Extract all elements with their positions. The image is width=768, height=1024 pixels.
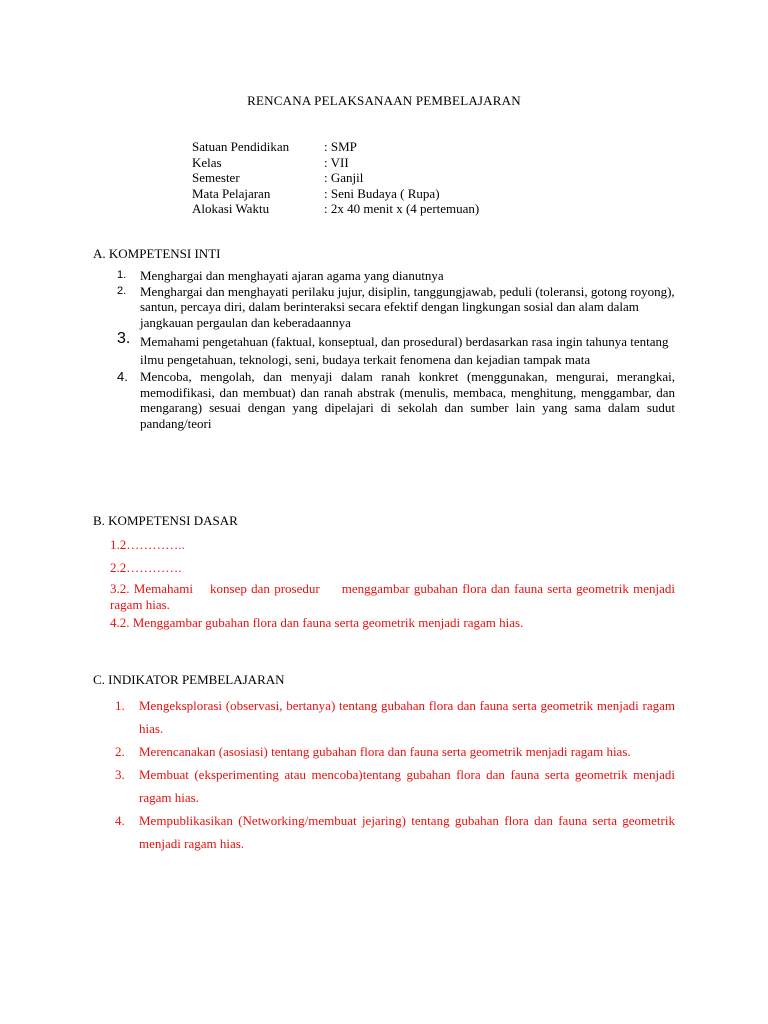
list-number: 2.	[117, 284, 127, 297]
indikator-list	[110, 694, 675, 855]
kd-item: 4.2. Menggambar gubahan flora dan fauna serta geometrik menjadi ragam hias.	[110, 615, 524, 630]
list-number: 1.	[117, 269, 127, 281]
list-number: 1.	[115, 698, 125, 713]
list-item	[93, 330, 675, 369]
meta-value: : VII	[324, 154, 349, 170]
meta-key: Satuan Pendidikan	[192, 139, 290, 154]
list-text: Mempublikasikan (Networking/membuat jejaring) tentang gubahan flora dan fauna serta geometrik menjadi ragam hias.	[139, 813, 675, 851]
meta-row	[192, 155, 479, 171]
list-number: 3.	[115, 767, 125, 782]
list-item	[110, 763, 675, 809]
meta-value: : Ganjil	[324, 170, 364, 185]
kd-item	[110, 581, 675, 613]
kd-item: 1.2…………..	[110, 537, 185, 552]
document-title: RENCANA PELAKSANAAN PEMBELAJARAN	[247, 93, 521, 108]
kd-text-part: konsep dan prosedur	[210, 581, 320, 596]
list-text: Merencanakan (asosiasi) tentang gubahan flora dan fauna serta geometrik menjadi ragam hias.	[139, 744, 631, 759]
list-text: Memahami pengetahuan (faktual, konseptual, dan prosedural) berdasarkan rasa ingin tahunya tentang ilmu pengetahuan, teknologi, seni, budaya terkait fenomena dan kejadian tampak mata	[140, 334, 669, 367]
list-text: Menghargai dan menghayati ajaran agama yang dianutnya	[140, 268, 444, 283]
meta-key: Semester	[192, 170, 240, 185]
list-item	[93, 369, 675, 431]
list-item	[93, 268, 675, 284]
list-text: Menghargai dan menghayati perilaku jujur, disiplin, tanggungjawab, peduli (toleransi, gotong royong), santun, percaya diri, dalam berinteraksi secara efektif dengan lingkungan sosial dan alam dalam jangkauan pergaulan dan keberadaannya	[140, 283, 675, 330]
identity-table	[192, 139, 479, 217]
meta-key: Alokasi Waktu	[192, 201, 270, 216]
meta-key: Kelas	[192, 154, 222, 170]
meta-row	[192, 201, 479, 217]
meta-row	[192, 139, 479, 155]
meta-row	[192, 170, 479, 186]
meta-key: Mata Pelajaran	[192, 185, 271, 201]
meta-value: : SMP	[324, 139, 357, 154]
list-number: 3.	[117, 330, 131, 347]
section-heading-kompetensi-dasar: B. KOMPETENSI DASAR	[93, 513, 238, 528]
list-item	[110, 694, 675, 740]
kompetensi-inti-list	[93, 268, 675, 431]
list-text: Mencoba, mengolah, dan menyaji dalam ranah konkret (menggunakan, mengurai, merangkai, memodifikasi, dan membuat) dan ranah abstrak (menulis, membaca, menghitung, menggambar, dan mengarang) sesuai dengan yang dipelajari di sekolah dan sumber lain yang sama dalam sudut pandang/teori	[140, 369, 675, 431]
kd-text-part: menggambar gubahan flora dan fauna serta geometrik menjadi ragam hias.	[110, 581, 675, 612]
kd-item: 2.2………….	[110, 560, 182, 575]
section-heading-indikator: C. INDIKATOR PEMBELAJARAN	[93, 672, 285, 687]
meta-value: : Seni Budaya ( Rupa)	[324, 185, 440, 201]
list-item	[110, 809, 675, 855]
meta-value: : 2x 40 menit x (4 pertemuan)	[324, 201, 480, 216]
meta-row	[192, 186, 479, 202]
list-number: 2.	[115, 744, 125, 759]
list-number: 4.	[117, 369, 128, 384]
list-text: Mengeksplorasi (observasi, bertanya) tentang gubahan flora dan fauna serta geometrik menjadi ragam hias.	[139, 698, 675, 736]
list-item	[93, 284, 675, 331]
section-heading-kompetensi-inti: A. KOMPETENSI INTI	[93, 246, 221, 261]
kd-text-part: 3.2. Memahami	[110, 581, 194, 596]
list-item	[110, 740, 675, 763]
list-number: 4.	[115, 813, 125, 828]
list-text: Membuat (eksperimenting atau mencoba)tentang gubahan flora dan fauna serta geometrik menjadi ragam hias.	[139, 767, 675, 805]
